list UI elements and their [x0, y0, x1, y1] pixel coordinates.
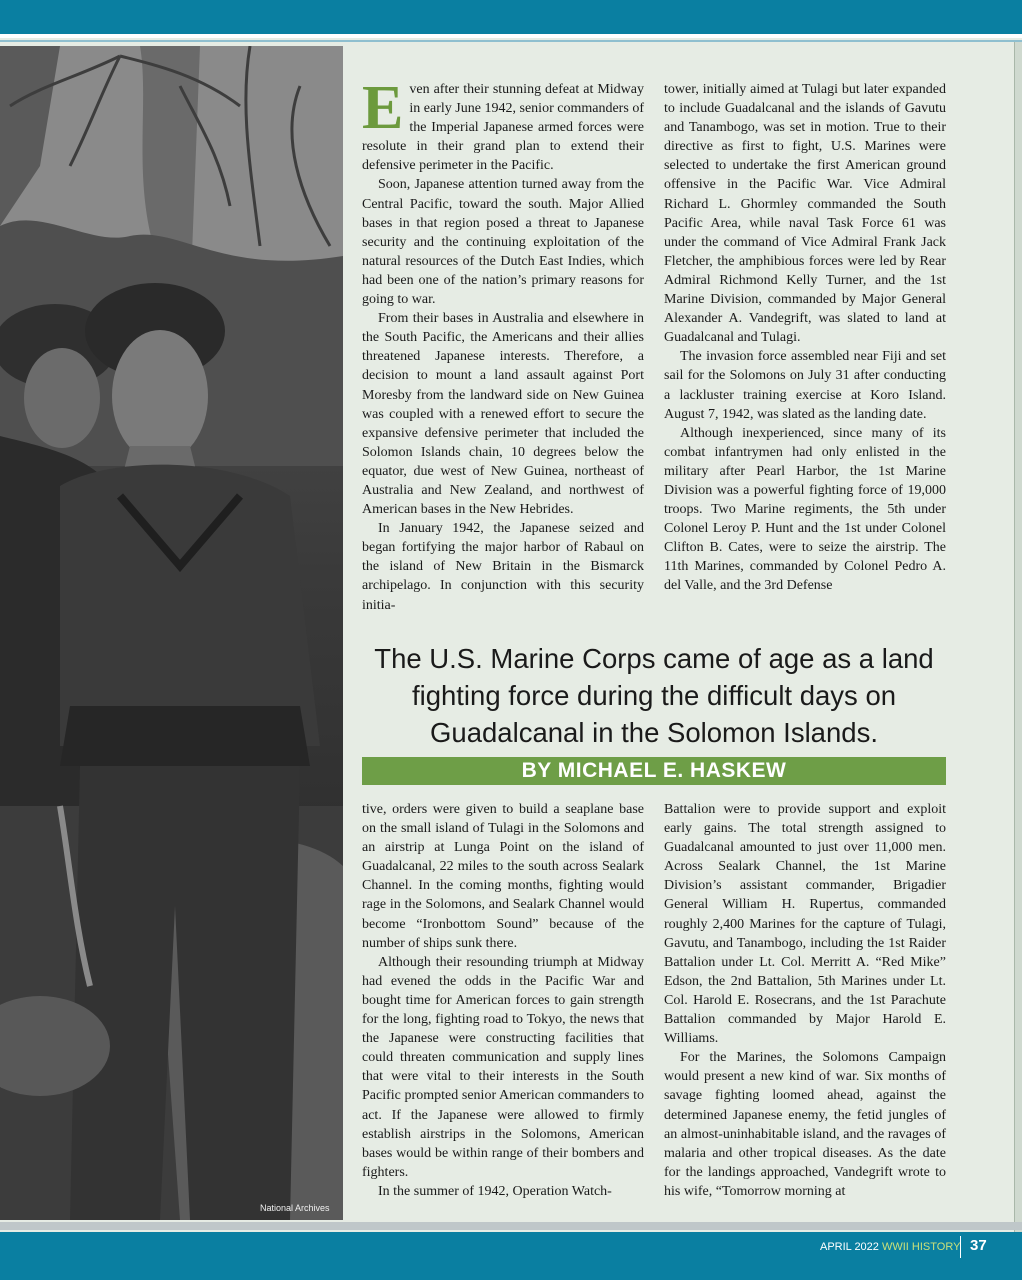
photo-credit: National Archives — [260, 1203, 330, 1213]
paragraph: ven after their stunning defeat at Midway in early June 1942, senior commanders of the Imperial Japanese armed forces were resolute in their grand plan to extend their defensive perimeter in the Pacific. — [362, 82, 644, 174]
byline: BY MICHAEL E. HASKEW — [362, 757, 946, 785]
folio — [820, 1240, 960, 1254]
paragraph: Battalion were to provide support and exploit early gains. The total strength assigned to Guadalcanal amounted to just over 11,000 men. Across Sealark Channel, the 1st Marine Division’s assistant commander, Brigadier General William H. Rupertus, commanded roughly 2,400 Marines for the capture of Tulagi, Gavutu, and Tanambogo, including the 1st Raider Battalion under Lt. Col. Merritt A. “Red Mike” Edson, the 2nd Battalion, 5th Marines under Lt. Col. Harold E. Rosecrans, and the 1st Parachute Battalion commanded by Major Harold E. Williams. — [664, 802, 946, 1047]
magazine-name: WWII HISTORY — [881, 1241, 961, 1253]
column-2-top — [664, 80, 946, 596]
main-face — [112, 330, 208, 462]
belt — [60, 706, 310, 766]
paragraph: From their bases in Australia and elsewhere in the South Pacific, the Americans and their allies threatened Japanese interests. Therefore, a decision to mount a land assault against Port Moresby from the landward side on New Guinea was coupled with a renewed effort to secure the expansive defensive perimeter that included the Solomon Islands chain, 10 degrees below the equator, due west of New Guinea, northeast of Australia and New Zealand, and northwest of American bases in the New Hebrides. — [362, 311, 644, 518]
paragraph: Although inexperienced, since many of its combat infantrymen had only enlisted in the military after Pearl Harbor, the 1st Marine Division was a powerful fighting force of 19,000 troops. Two Marine regiments, the 5th under Colonel Leroy P. Hunt and the 1st under Colonel Clifton B. Cates, were to seize the airstrip. The 11th Marines, commanded by Colonel Pedro A. del Valle, and the 3rd Defense — [664, 425, 946, 594]
marines-photo — [0, 46, 343, 1220]
paragraph: In the summer of 1942, Operation Watch- — [378, 1183, 612, 1199]
column-2-bottom — [664, 800, 946, 1201]
paragraph: tive, orders were given to build a seaplane base on the small island of Tulagi in the Solomons and an airstrip at Lunga Point on the island of Guadalcanal, 22 miles to the south across Sealark Channel. In the coming months, fighting would rage in the Solomons, and Sealark Channel would become “Ironbottom Sound” because of the number of ships sunk there. — [362, 802, 644, 951]
top-divider-thin — [0, 40, 1022, 42]
main-shirt — [60, 465, 320, 746]
marines-photo-illustration — [0, 46, 343, 1220]
paragraph: In January 1942, the Japanese seized and began fortifying the major harbor of Rabaul on the island of New Britain in the Bismarck archipelago. In conjunction with this security initia- — [362, 521, 644, 613]
issue-date: APRIL 2022 — [820, 1241, 879, 1253]
top-divider — [0, 34, 1022, 38]
paragraph: Soon, Japanese attention turned away from the Central Pacific, toward the south. Major Allied bases in that region posed a threat to Japanese security and the continuing exploitation of the natural resources of the Dutch East Indies, which had been one of the nation’s primary reasons for going to war. — [362, 177, 644, 308]
paragraph: The invasion force assembled near Fiji and set sail for the Solomons on July 31 after conducting a lackluster training exercise at Koro Island. August 7, 1942, was slated as the landing date. — [664, 349, 946, 422]
left-face — [24, 348, 100, 448]
drop-cap: E — [362, 74, 404, 142]
page-number: 37 — [970, 1237, 987, 1254]
top-header-bar — [0, 0, 1022, 34]
right-page-edge — [1014, 42, 1022, 1232]
bottom-divider — [0, 1222, 1022, 1230]
paragraph: For the Marines, the Solomons Campaign would present a new kind of war. Six months of savage fighting loomed ahead, against the determined Japanese enemy, the fetid jungles of an almost-uninhabitable island, and the ravages of malaria and other tropical diseases. As the date for the landings approached, Vandegrift wrote to his wife, “Tomorrow morning at — [664, 1050, 946, 1199]
paragraph: Although their resounding triumph at Midway had evened the odds in the Pacific War and bought time for American forces to gain strength for the long, fighting road to Tokyo, the news that the Japanese were constructing facilities that could threaten communication and supply lines that were vital to their interests in the South Pacific prompted senior American commanders to act. If the Japanese were allowed to firmly establish airstrips in the Solomons, American bases would be within range of their bombers and fighters. — [362, 954, 644, 1180]
folio-separator — [960, 1236, 961, 1258]
pull-quote: The U.S. Marine Corps came of age as a land fighting force during the difficult days on Guadalcanal in the Solomon Islands. — [374, 643, 934, 748]
paragraph: tower, initially aimed at Tulagi but later expanded to include Guadalcanal and the islands of Gavutu and Tanambogo, was set in motion. True to their directive as first to fight, U.S. Marines were selected to undertake the first American ground offensive in the Pacific War. Vice Admiral Richard L. Ghormley commanded the South Pacific Area, while naval Task Force 61 was under the command of Vice Admiral Frank Jack Fletcher, the amphibious forces were led by Rear Admiral Richmond Kelly Turner, and the 1st Marine Division, commanded by Major General Alexander A. Vandegrift, was slated to land at Guadalcanal and Tulagi. — [664, 82, 946, 346]
column-1-bottom — [362, 800, 644, 1201]
column-1-top — [362, 74, 644, 615]
